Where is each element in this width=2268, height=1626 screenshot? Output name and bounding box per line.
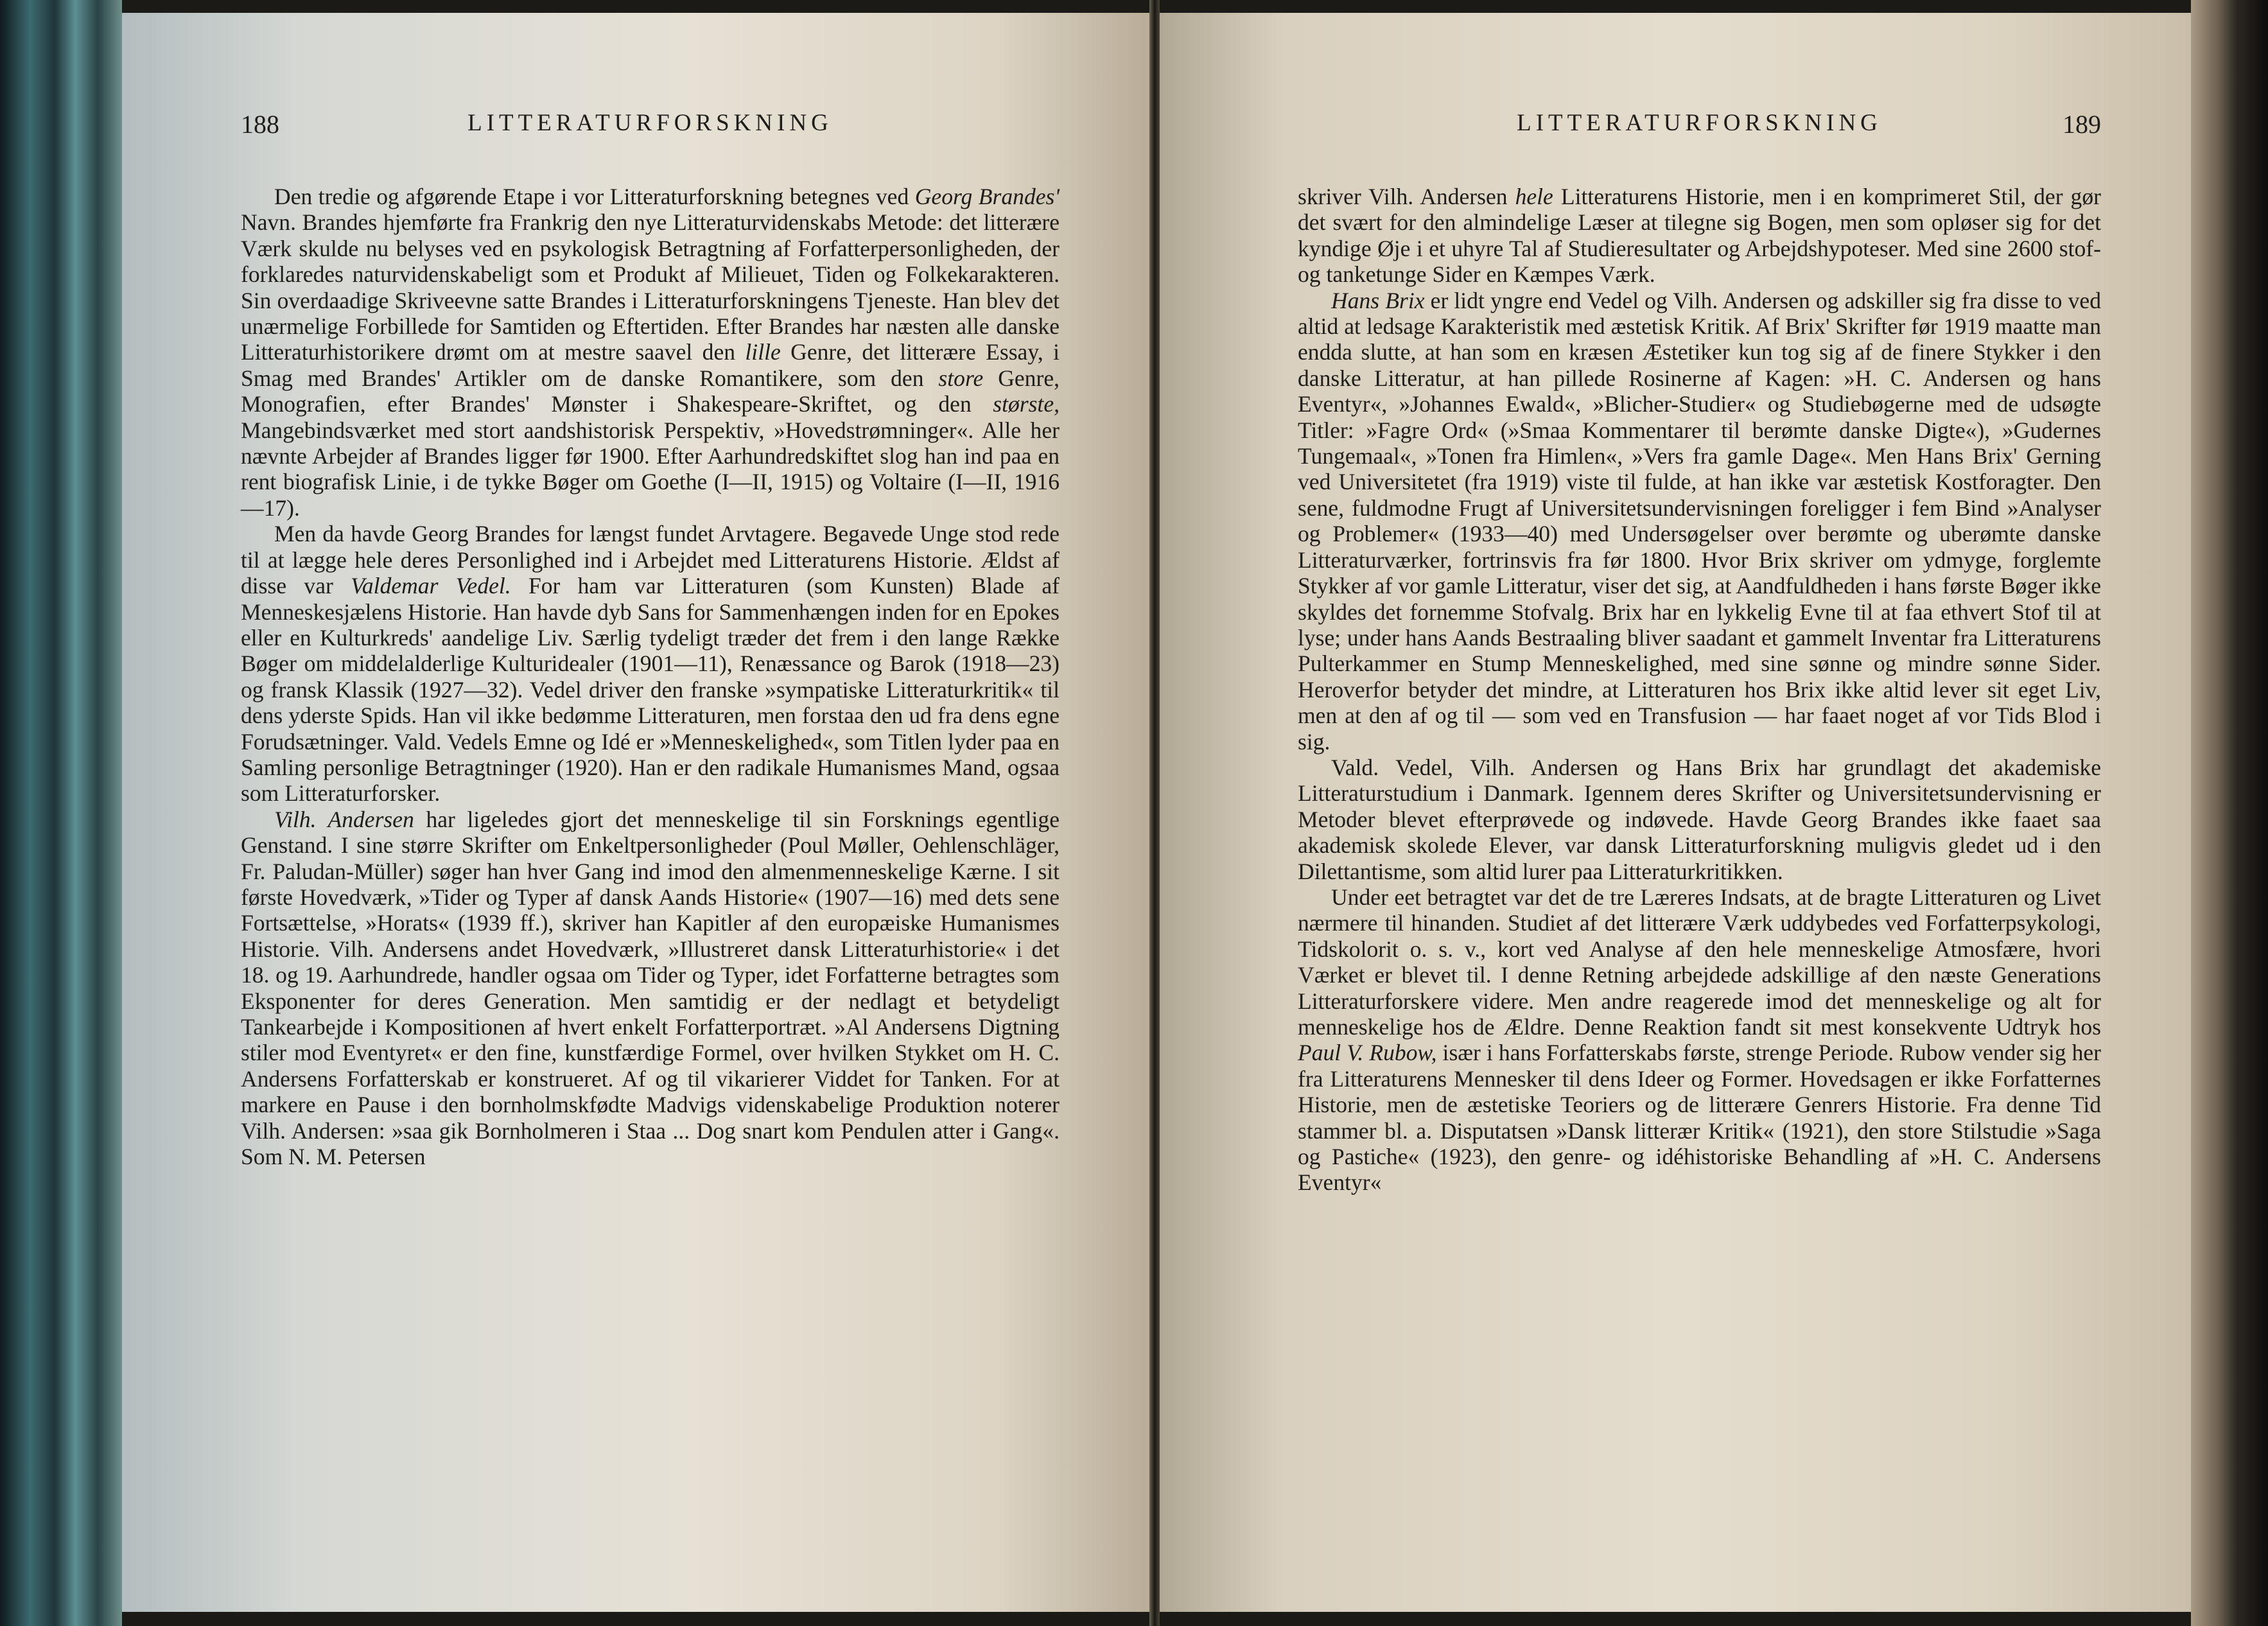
left-running-header	[241, 109, 1060, 150]
italic-text: lille	[745, 339, 781, 365]
italic-text: største,	[993, 391, 1060, 417]
italic-text: store	[938, 365, 984, 391]
right-page-number: 189	[2063, 110, 2101, 139]
right-running-head: LITTERATURFORSKNING	[1517, 110, 1882, 136]
text-run: Under eet betragtet var det de tre Læreres Indsats, at de bragte Litteraturen og Livet nærmere til hinanden. Studiet af det litterære Værk uddybedes ved Forfatterpsykologi, Tidskolorit o. s. v., kort ved Analyse af den hele menneskelige Atmosfære, hvori Værket er blevet til. I denne Retning arbejdede adskillige af den næste Generations Litteraturforskere videre. Men andre reagerede imod det menneskelige og alt for menneskelige hos de Ældre. Denne Reaktion fandt sit mest konsekvente Udtryk hos	[1298, 884, 2101, 1040]
paragraph	[1298, 755, 2101, 884]
book-edge-left	[0, 0, 122, 1626]
paragraph	[1298, 884, 2101, 1196]
text-run: Navn. Brandes hjemførte fra Frankrig den nye Litteraturvidenskabs Metode: det litterære Værk skulde nu belyses ved en psykologisk Betragtning af Forfatterpersonligheden, der forklaredes naturvidenskabeligt som et Produkt af Milieuet, Tiden og Folkekarakteren. Sin overdaadige Skriveevne satte Brandes i Litteraturforskningens Tjeneste. Han blev det unærmelige Forbillede for Samtiden og Eftertiden. Efter Brandes har næsten alle danske Litteraturhistorikere drømt om at mestre saavel den	[241, 209, 1060, 365]
text-run: især i hans Forfatterskabs første, strenge Periode. Rubow vender sig her fra Litteraturens Mennesker til dens Ideer og Former. Hovedsagen er ikke Forfatternes Historie, men de æstetiske Teoriers og de litterære Genrers Historie. Fra denne Tid stammer bl. a. Disputatsen »Dansk litterær Kritik« (1921), den store Stilstudie »Saga og Pastiche« (1923), den genre- og idéhistoriske Behandling af »H. C. Andersens Eventyr«	[1298, 1040, 2102, 1196]
paragraph	[1298, 288, 2101, 755]
left-page-number: 188	[241, 110, 279, 139]
text-run: Genre, det litterære Essay, i Smag med Brandes' Artikler om de danske Romantikere, som den	[241, 339, 1060, 391]
text-run: Mangebindsværket med stort aandshistorisk Perspektiv, »Hovedstrømninger«. Alle her nævnte Arbejder af Brandes ligger før 1900. Efter Aarhundredskiftet slog han ind paa en rent biografisk Linie, i de tykke Bøger om Goethe (I—II, 1915) og Voltaire (I—II, 1916—17).	[241, 417, 1060, 521]
book-gutter	[1149, 0, 1160, 1626]
text-run: har ligeledes gjort det menneskelige til sin Forsknings egentlige Genstand. I sine større Skrifter om Enkeltpersonligheder (Poul Møller, Oehlenschläger, Fr. Paludan-Müller) søger han hver Gang ind imod den almenmenneskelige Kærne. I sit første Hovedværk, »Tider og Typer af dansk Aands Historie« (1907—16) med dets sene Fortsættelse, »Horats« (1939 ff.), skriver han Kapitler af den europæiske Humanismes Historie. Vilh. Andersens andet Hovedværk, »Illustreret dansk Litteraturhistorie« i det 18. og 19. Aarhundrede, handler ogsaa om Tider og Typer, idet Forfatterne betragtes som Eksponenter for deres Generation. Men samtidig er der nedlagt et betydeligt Tankearbejde i Kompositionen af hvert enkelt Forfatterportræt. »Al Andersens Digtning stiler mod Eventyret« er den fine, kunstfærdige Formel, over hvilken Stykket om H. C. Andersens Forfatterskab er konstrueret. Af og til vikarierer Viddet for Tanken. For at markere en Pause i den bornholmskfødte Madvigs videnskabelige Produktion noterer Vilh. Andersen: »saa gik Bornholmeren i Staa ... Dog snart kom Pendulen atter i Gang«. Som N. M. Petersen	[241, 806, 1060, 1170]
text-run: Litteraturens Historie, men i en komprimeret Stil, der gør det svært for den almindelige Læser at tilegne sig Bogen, men som opløser sig for det kyndige Øje i et uhyre Tal af Studieresultater og Arbejdshypoteser. Med sine 2600 stof- og tanketunge Sider en Kæmpes Værk.	[1298, 184, 2101, 288]
paragraph	[241, 807, 1060, 1170]
book-edge-right	[2191, 0, 2268, 1626]
paragraph	[241, 521, 1060, 806]
italic-text: hele	[1515, 184, 1553, 209]
italic-text: Paul V. Rubow,	[1298, 1040, 1437, 1066]
italic-text: Valdemar Vedel.	[351, 573, 511, 599]
paragraph	[241, 184, 1060, 521]
left-page	[122, 13, 1149, 1612]
right-page	[1160, 13, 2191, 1612]
text-run: er lidt yngre end Vedel og Vilh. Andersen og adskiller sig fra disse to ved altid at ledsage Karakteristik med æstetisk Kritik. Af Brix' Skrifter før 1919 maatte man endda slutte, at han som en kræsen Æstetiker kun tog sig af de finere Stykker i den danske Litteratur, at han pillede Rosinerne af Kagen: »H. C. Andersen og hans Eventyr«, »Johannes Ewald«, »Blicher-Studier« og Studiebøgerne med de udsøgte Titler: »Fagre Ord« (»Smaa Kommentarer til berømte danske Digte«), »Gudernes Tungemaal«, »Tonen fra Himlen«, »Vers fra gamle Dage«. Men Hans Brix' Gerning ved Universitetet (fra 1919) viste til fulde, at han ikke var æstetisk Kostforagter. Den sene, fuldmodne Frugt af Universitetsundervisningen foreligger i fem Bind »Analyser og Problemer« (1933—40) med Undersøgelser over berømte og uberømte danske Litteraturværker, fortrinsvis fra før 1800. Hvor Brix skriver om ydmyge, forglemte Stykker af vor gamle Litteratur, viser det sig, at Aandfuldheden i hans første Bøger ikke skyldes det fornemme Stofvalg. Brix har en lykkelig Evne til at faa ethvert Stof til at lyse; under hans Aands Bestraaling bliver saadant et gammelt Inventar fra Litteraturens Pulterkammer en Stump Menneskelighed, med sine sønne og mindre sønne Sider. Heroverfor betyder det mindre, at Litteraturen hos Brix ikke altid lever sit eget Liv, men at den af og til — som ved en Transfusion — har faaet noget af vor Tids Blod i sig.	[1298, 287, 2101, 755]
text-run: skriver Vilh. Andersen	[1298, 184, 1515, 209]
text-run: For ham var Litteraturen (som Kunsten) Blade af Menneskesjælens Historie. Han havde dyb Sans for Sammenhængen inden for en Epokes eller en Kulturkreds' aandelige Liv. Særlig tydeligt træder det frem i den lange Række Bøger om middelalderlige Kulturidealer (1901—11), Renæssance og Barok (1918—23) og fransk Klassik (1927—32). Vedel driver den franske »sympatiske Litteraturkritik« til dens yderste Spids. Han vil ikke bedømme Litteraturen, men forstaa den ud fra dens egne Forudsætninger. Vald. Vedels Emne og Idé er »Menneskelighed«, som Titlen lyder paa en Samling personlige Betragtninger (1920). Han er den radikale Humanismes Mand, ogsaa som Litteraturforsker.	[241, 573, 1060, 807]
text-run: Den tredie og afgørende Etape i vor Litteraturforskning betegnes ved	[274, 184, 915, 209]
right-running-header	[1298, 109, 2101, 150]
italic-text: Georg Brandes'	[914, 184, 1060, 209]
text-run: Men da havde Georg Brandes for længst fundet Arvtagere. Begavede Unge stod rede til at lægge hele deres Personlighed ind i Arbejdet med Litteraturens Historie. Ældst af disse var	[241, 521, 1060, 599]
italic-text: Hans Brix	[1331, 287, 1425, 313]
left-running-head: LITTERATURFORSKNING	[467, 110, 833, 136]
text-run: Vald. Vedel, Vilh. Andersen og Hans Brix har grundlagt det akademiske Litteraturstudium i Danmark. Igennem deres Skrifter og Universitetsundervisning er Metoder blevet efterprøvede og indøvede. Havde Georg Brandes ikke faaet saa akademisk skolede Elever, var dansk Litteraturforskning muligvis gledet ud i den Dilettantisme, som altid lurer paa Litteraturkritikken.	[1298, 754, 2101, 884]
paragraph	[1298, 184, 2101, 288]
italic-text: Vilh. Andersen	[274, 806, 414, 832]
text-run: Genre, Monografien, efter Brandes' Mønster i Shakespeare-Skriftet, og den	[241, 365, 1060, 417]
left-page-body	[241, 184, 1060, 1169]
right-page-body	[1298, 184, 2101, 1196]
